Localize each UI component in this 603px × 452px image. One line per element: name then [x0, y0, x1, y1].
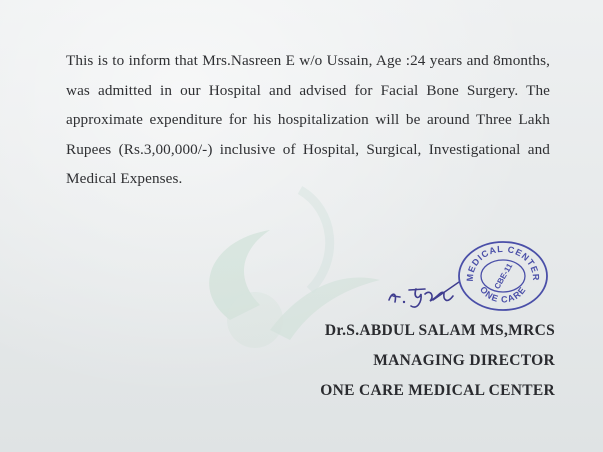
letter-body-paragraph: This is to inform that Mrs.Nasreen E w/o Ussain, Age :24 years and 8months, was admitted in our Hospital and advised for Facial Bone Surgery. The approximate expenditure for his hospitalization will be around Three Lakh Rupees (Rs.3,00,000/-) inclusive of Hospital, Surgical, Investigational and Medical Expenses.: [66, 52, 550, 187]
handwritten-signature: [383, 276, 463, 316]
signatory-designation: MANAGING DIRECTOR: [373, 352, 555, 369]
svg-text:CBE-11: CBE-11: [492, 261, 515, 291]
hospital-seal-stamp: [456, 239, 549, 313]
signatory-name: Dr.S.ABDUL SALAM MS,MRCS: [324, 322, 555, 339]
organization-name: ONE CARE MEDICAL CENTER: [320, 382, 555, 399]
svg-text:ONE CARE: ONE CARE: [477, 284, 528, 305]
signatory-block: [320, 316, 555, 406]
svg-text:MEDICAL CENTER: MEDICAL CENTER: [464, 243, 542, 282]
